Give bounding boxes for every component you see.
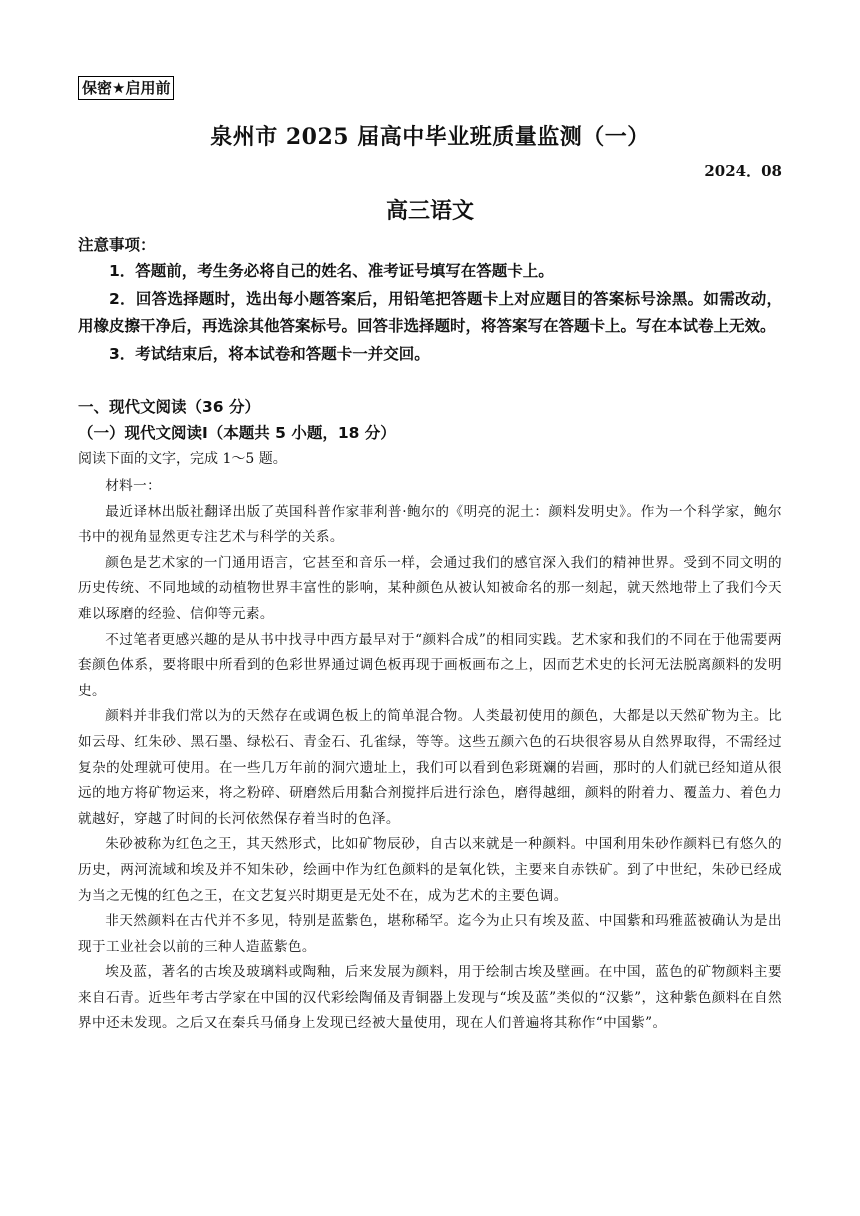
exam-title: 泉州市 2025 届高中毕业班质量监测（一）	[210, 124, 650, 150]
note-item: 3．考试结束后，将本试卷和答题卡一并交回。	[109, 344, 430, 363]
note-item: 1．答题前，考生务必将自己的姓名、准考证号填写在答题卡上。	[109, 262, 554, 280]
material-paragraph: 颜料并非我们常以为的天然存在或调色板上的简单混合物。人类最初使用的颜色，大都是以天然矿物为主。比如云母、红朱砂、黑石墨、绿松石、青金石、孔雀绿，等等。这些五颜六色的石块很容易从自然界取得，不需经过复杂的处理就可使用。在一些几万年前的洞穴遗址上，我们可以看到色彩斑斓的岩画，那时的人们就已经知道从很远的地方将矿物运来，将之粉碎、研磨然后用黏合剂搅拌后进行涂色，磨得越细，颜料的附着力、覆盖力、着色力就越好，穿越了时间的长河依然保存着当时的色泽。	[78, 708, 782, 827]
material-label: 材料一：	[105, 478, 162, 494]
material-paragraph: 不过笔者更感兴趣的是从书中找寻中西方最早对于“颜料合成”的相同实践。艺术家和我们的不同在于他需要两套颜色体系，要将眼中所看到的色彩世界通过调色板再现于画板画布之上，因而艺术史的长河无法脱离颜料的发明史。	[78, 631, 782, 699]
material-paragraph: 最近译林出版社翻译出版了英国科普作家菲利普·鲍尔的《明亮的泥土：颜料发明史》。作为一个科学家，鲍尔书中的视角显然更专注艺术与科学的关系。	[78, 503, 782, 546]
notes-heading: 注意事项：	[78, 236, 156, 254]
material-paragraph: 非天然颜料在古代并不多见，特别是蓝紫色，堪称稀罕。迄今为止只有埃及蓝、中国紫和玛雅蓝被确认为是出现于工业社会以前的三种人造蓝紫色。	[78, 913, 782, 955]
exam-date: 2024．08	[704, 162, 782, 180]
confidential-label: 保密★启用前	[78, 76, 174, 100]
material-paragraph: 颜色是艺术家的一门通用语言，它甚至和音乐一样，会通过我们的感官深入我们的精神世界。受到不同文明的历史传统、不同地域的动植物世界丰富性的影响，某种颜色从被认知被命名的那一刻起，就天然地带上了我们今天难以琢磨的经验、信仰等元素。	[78, 554, 782, 622]
exam-notes	[78, 232, 782, 368]
subsection-title: （一）现代文阅读Ⅰ（本题共 5 小题，18 分）	[78, 424, 396, 442]
subject-title: 高三语文	[385, 198, 474, 224]
section-title: 一、现代文阅读（36 分）	[78, 398, 260, 416]
note-item: 2．回答选择题时，选出每小题答案后，用铅笔把答题卡上对应题目的答案标号涂黑。如需改动，用橡皮擦干净后，再选涂其他答案标号。回答非选择题时，将答案写在答题卡上。写在本试卷上无效。	[78, 289, 782, 335]
material-paragraph: 埃及蓝，著名的古埃及玻璃料或陶釉，后来发展为颜料，用于绘制古埃及壁画。在中国，蓝色的矿物颜料主要来自石青。近些年考古学家在中国的汉代彩绘陶俑及青铜器上发现与“埃及蓝”类似的“汉紫”，这种紫色颜料在自然界中还未发现。之后又在秦兵马俑身上发现已经被大量使用，现在人们普遍将其称作“中国紫”。	[78, 964, 782, 1032]
reading-instruction: 阅读下面的文字，完成 1～5 题。	[78, 451, 287, 467]
reading-material	[78, 474, 782, 1037]
material-paragraph: 朱砂被称为红色之王，其天然形式，比如矿物辰砂，自古以来就是一种颜料。中国利用朱砂作颜料已有悠久的历史，两河流域和埃及并不知朱砂，绘画中作为红色颜料的是氧化铁，主要来自赤铁矿。到了中世纪，朱砂已经成为当之无愧的红色之王，在文艺复兴时期更是无处不在，成为艺术的主要色调。	[78, 836, 782, 904]
